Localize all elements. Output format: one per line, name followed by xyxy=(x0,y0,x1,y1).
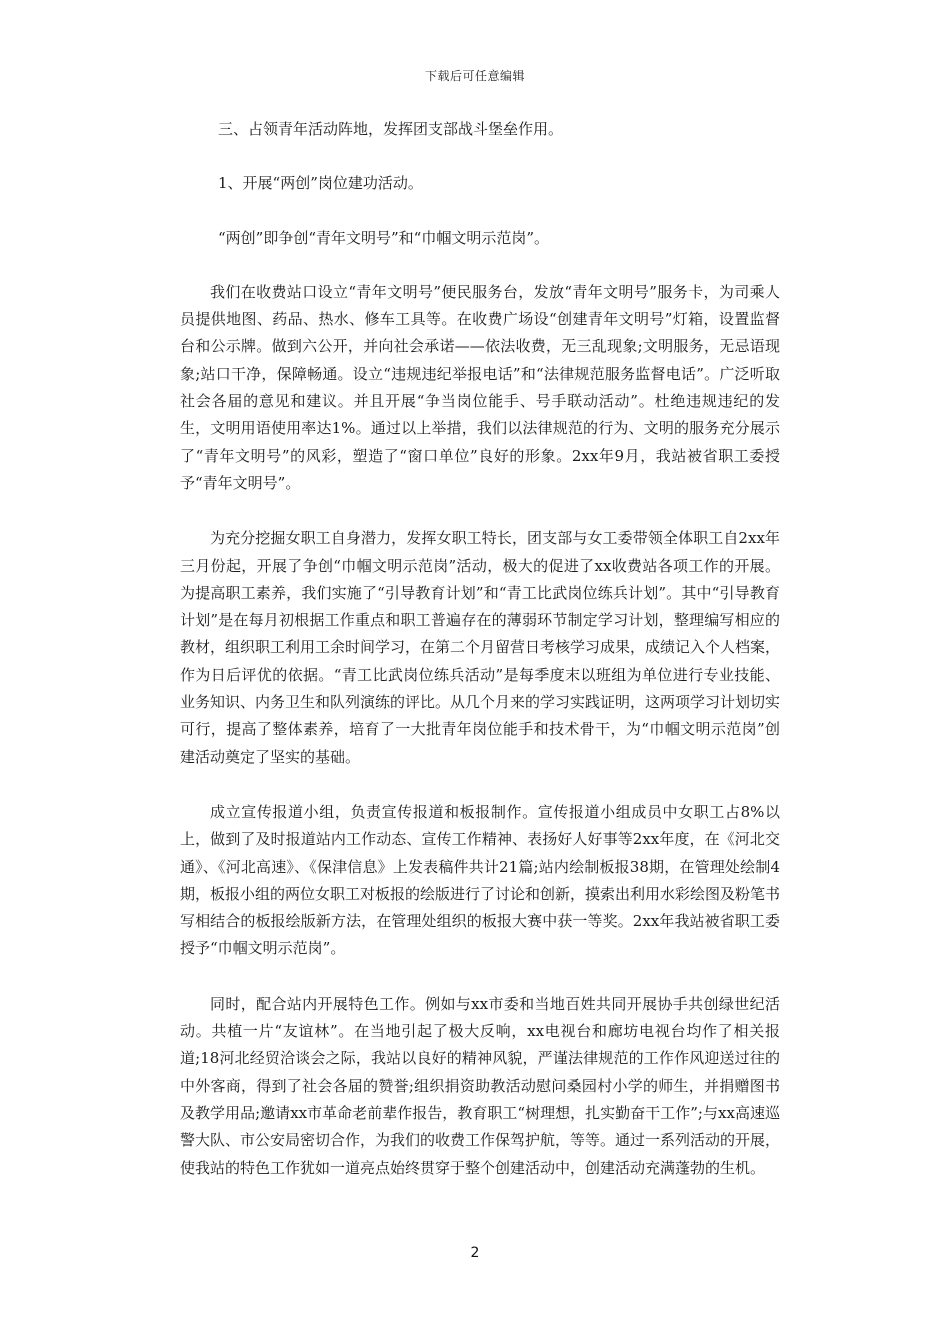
subsection-heading: 1、开展“两创”岗位建功活动。 xyxy=(218,174,423,193)
paragraph-women-model-post: 为充分挖掘女职工自身潜力，发挥女职工特长，团支部与女工委带领全体职工自2xx年三月份起，开展了争创“巾帼文明示范岗”活动，极大的促进了xx收费站各项工作的开展。为提高职工素养，我们实施了“引导教育计划”和“青工比武岗位练兵计划”。其中“引导教育计划”是在每月初根据工作重点和职工普遍存在的薄弱环节制定学习计划，整理编写相应的教材，组织职工利用工余时间学习，在第二个月留营日考核学习成果，成绩记入个人档案，作为日后评优的依据。“青工比武岗位练兵活动”是每季度末以班组为单位进行专业技能、业务知识、内务卫生和队列演练的评比。从几个月来的学习实践证明，这两项学习计划切实可行，提高了整体素养，培育了一大批青年岗位能手和技术骨干，为“巾帼文明示范岗”创建活动奠定了坚实的基础。 xyxy=(180,529,781,766)
page-header: 下载后可任意编辑 xyxy=(424,69,525,83)
paragraph-youth-civilization: 我们在收费站口设立“青年文明号”便民服务台，发放“青年文明号”服务卡，为司乘人员提供地图、药品、热水、修车工具等。在收费广场设“创建青年文明号”灯箱，设置监督台和公示牌。做到六公开，并向社会承诺——依法收费，无三乱现象;文明服务，无忌语现象;站口干净，保障畅通。设立“违规违纪举报电话”和“法律规范服务监督电话”。广泛听取社会各届的意见和建议。并且开展“争当岗位能手、号手联动活动”。杜绝违规违纪的发生，文明用语使用率达1%。通过以上举措，我们以法律规范的行为、文明的服务充分展示了“青年文明号”的风彩，塑造了“窗口单位”良好的形象。2xx年9月，我站被省职工委授予“青年文明号”。 xyxy=(180,282,780,492)
document-body xyxy=(180,116,780,1182)
definition-line: “两创”即争创“青年文明号”和“巾帼文明示范岗”。 xyxy=(218,228,550,247)
paragraph-publicity-group: 成立宣传报道小组，负责宣传报道和板报制作。宣传报道小组成员中女职工占8%以上，做到了及时报道站内工作动态、宣传工作精神、表扬好人好事等2xx年度，在《河北交通》、《河北高速》、《保津信息》上发表稿件共计21篇;站内绘制板报38期，在管理处绘制4期，板报小组的两位女职工对板报的绘版进行了讨论和创新，摸索出利用水彩绘图及粉笔书写相结合的板报绘版新方法，在管理处组织的板报大赛中获一等奖。2xx年我站被省职工委授予“巾帼文明示范岗”。 xyxy=(180,802,781,958)
page-number: 2 xyxy=(470,1245,480,1261)
paragraph-special-work: 同时，配合站内开展特色工作。例如与xx市委和当地百姓共同开展协手共创绿世纪活动。共植一片“友谊林”。在当地引起了极大反响，xx电视台和廊坊电视台均作了相关报道;18河北经贸洽谈会之际，我站以良好的精神风貌，严谨法律规范的工作作风迎送过往的中外客商，得到了社会各届的赞誉;组织捐资助教活动慰问桑园村小学的师生，并捐赠图书及教学用品;邀请xx市革命老前辈作报告，教育职工“树理想，扎实勤奋干工作”;与xx高速巡警大队、市公安局密切合作，为我们的收费工作保驾护航，等等。通过一系列活动的开展，使我站的特色工作犹如一道亮点始终贯穿于整个创建活动中，创建活动充满蓬勃的生机。 xyxy=(180,994,781,1177)
section-heading: 三、占领青年活动阵地，发挥团支部战斗堡垒作用。 xyxy=(218,120,564,138)
